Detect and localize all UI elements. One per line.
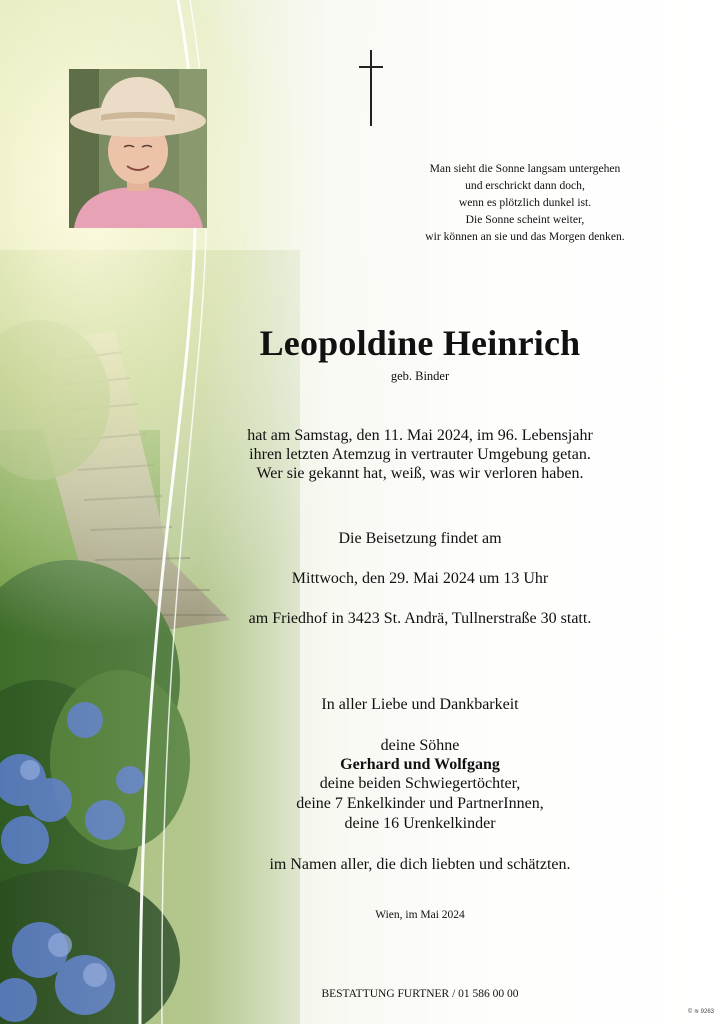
burial-date: Mittwoch, den 29. Mai 2024 um 13 Uhr <box>291 570 549 587</box>
burial-place: am Friedhof in 3423 St. Andrä, Tullnerstraße 30 statt. <box>248 610 592 627</box>
poem-line: wenn es plötzlich dunkel ist. <box>458 196 592 209</box>
daughters-in-law: deine beiden Schwiegertöchter, <box>319 775 521 792</box>
announcement-line: hat am Samstag, den 11. Mai 2024, im 96. Lebensjahr <box>247 427 593 444</box>
announcement-line: ihren letzten Atemzug in vertrauter Umgebung getan. <box>249 446 591 463</box>
poem-line: wir können an sie und das Morgen denken. <box>425 230 625 243</box>
sons-names: Gerhard und Wolfgang <box>340 756 500 773</box>
poem <box>370 160 680 245</box>
deceased-name: Leopoldine Heinrich <box>259 323 581 363</box>
great-grandchildren: deine 16 Urenkelkinder <box>344 815 496 832</box>
birth-name: geb. Binder <box>390 369 450 383</box>
grandchildren: deine 7 Enkelkinder und PartnerInnen, <box>296 795 544 812</box>
sons-intro: deine Söhne <box>380 737 460 754</box>
portrait-photo <box>69 69 207 228</box>
poem-line: Man sieht die Sonne langsam untergehen <box>429 162 621 175</box>
on-behalf-line: im Namen aller, die dich liebten und schätzten. <box>269 856 571 873</box>
death-announcement <box>200 426 640 483</box>
announcement-line: Wer sie gekannt hat, weiß, was wir verloren haben. <box>256 465 584 482</box>
poem-line: und erschrickt dann doch, <box>465 179 585 192</box>
cross-icon <box>358 50 384 126</box>
funeral-home: BESTATTUNG FURTNER / 01 586 00 00 <box>321 988 519 1000</box>
burial-intro: Die Beisetzung findet am <box>338 530 502 547</box>
place-date: Wien, im Mai 2024 <box>375 909 465 921</box>
copyright-mark: © ≋ 9263 <box>687 1009 714 1015</box>
love-line: In aller Liebe und Dankbarkeit <box>321 696 519 713</box>
poem-line: Die Sonne scheint weiter, <box>465 213 585 226</box>
